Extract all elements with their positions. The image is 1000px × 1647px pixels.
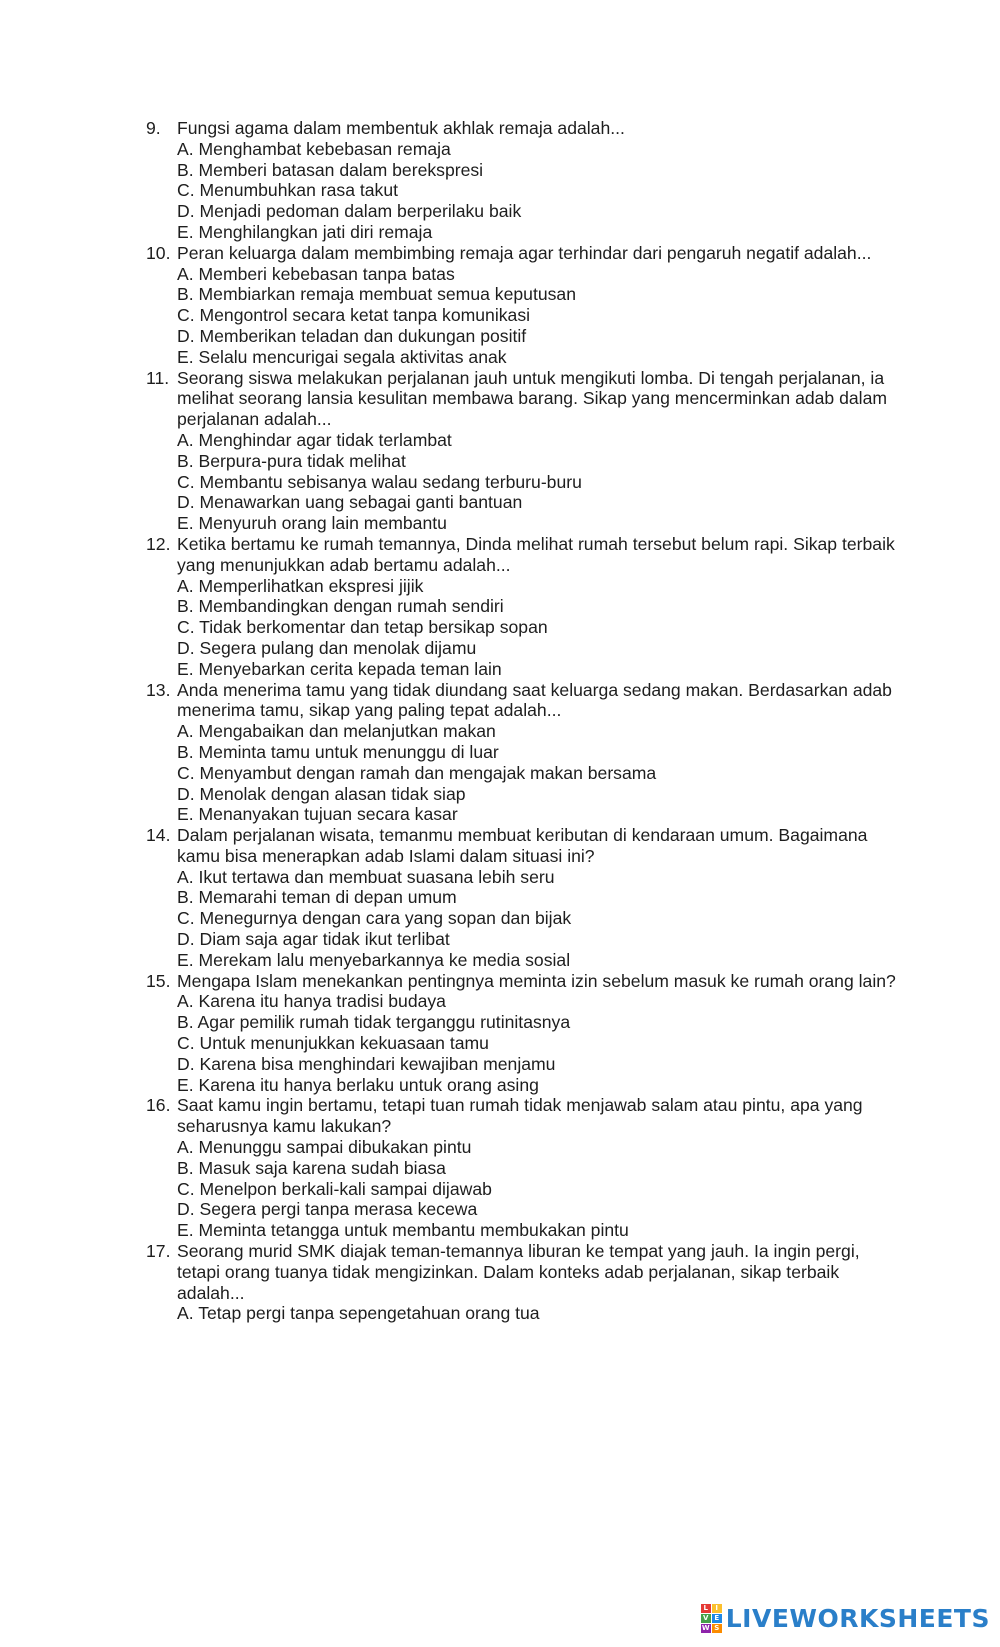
- answer-option: D. Menjadi pedoman dalam berperilaku baik: [177, 201, 522, 222]
- answer-option: B. Berpura-pura tidak melihat: [177, 450, 406, 471]
- question-12: [146, 534, 896, 680]
- question-text: Fungsi agama dalam membentuk akhlak remaja adalah...: [177, 118, 625, 138]
- question-stem: [146, 534, 896, 576]
- answer-option: E. Meminta tetangga untuk membantu membukakan pintu: [177, 1220, 629, 1241]
- question-text: Anda menerima tamu yang tidak diundang saat keluarga sedang makan. Berdasarkan adab menerima tamu, sikap yang paling tepat adalah...: [177, 679, 892, 721]
- logo-text: LIVEWORKSHEETS: [725, 1604, 990, 1633]
- logo-cube: I: [712, 1604, 722, 1613]
- question-stem: [146, 680, 896, 722]
- question-stem: [146, 118, 896, 139]
- answer-option: E. Karena itu hanya berlaku untuk orang asing: [177, 1074, 539, 1095]
- answer-option: A. Mengabaikan dan melanjutkan makan: [177, 721, 496, 742]
- answer-option: B. Meminta tamu untuk menunggu di luar: [177, 741, 499, 762]
- answer-option: A. Tetap pergi tanpa sepengetahuan orang tua: [177, 1303, 540, 1324]
- question-number: 9.: [146, 118, 161, 138]
- question-stem: [146, 825, 896, 867]
- question-17: [146, 1241, 896, 1324]
- answer-option: C. Tidak berkomentar dan tetap bersikap sopan: [177, 617, 548, 638]
- question-stem: [146, 1095, 896, 1137]
- answer-option: D. Menolak dengan alasan tidak siap: [177, 783, 466, 804]
- answer-option: D. Segera pulang dan menolak dijamu: [177, 637, 477, 658]
- worksheet-questions: [146, 118, 896, 1324]
- answer-option: B. Memarahi teman di depan umum: [177, 887, 457, 908]
- question-stem: [146, 1241, 896, 1303]
- answer-option: E. Menyuruh orang lain membantu: [177, 513, 447, 534]
- answer-option: C. Menyambut dengan ramah dan mengajak makan bersama: [177, 762, 657, 783]
- question-text: Seorang murid SMK diajak teman-temannya liburan ke tempat yang jauh. Ia ingin pergi, tetapi orang tuanya tidak mengizinkan. Dalam konteks adab perjalanan, sikap terbaik adalah...: [177, 1241, 860, 1303]
- answer-option: A. Menghindar agar tidak terlambat: [177, 429, 452, 450]
- question-14: [146, 825, 896, 971]
- answer-option: E. Selalu mencurigai segala aktivitas anak: [177, 346, 507, 367]
- answer-option: C. Menegurnya dengan cara yang sopan dan bijak: [177, 908, 572, 929]
- answer-option: A. Memperlihatkan ekspresi jijik: [177, 575, 424, 596]
- answer-option: A. Menghambat kebebasan remaja: [177, 138, 451, 159]
- question-number: 11.: [146, 367, 170, 388]
- question-number: 17.: [146, 1241, 171, 1262]
- question-text: Dalam perjalanan wisata, temanmu membuat keributan di kendaraan umum. Bagaimana kamu bisa menerapkan adab Islami dalam situasi ini?: [177, 825, 868, 866]
- question-number: 13.: [146, 679, 171, 700]
- question-16: [146, 1095, 896, 1241]
- answer-option: E. Menanyakan tujuan secara kasar: [177, 804, 458, 825]
- question-15: [146, 971, 896, 1096]
- answer-option: B. Memberi batasan dalam berekspresi: [177, 159, 484, 180]
- answer-option: B. Membandingkan dengan rumah sendiri: [177, 596, 504, 617]
- answer-option: B. Agar pemilik rumah tidak terganggu rutinitasnya: [177, 1012, 571, 1033]
- answer-option: C. Menelpon berkali-kali sampai dijawab: [177, 1178, 492, 1199]
- logo-cube: L: [701, 1604, 711, 1613]
- question-9: [146, 118, 896, 243]
- question-text: Saat kamu ingin bertamu, tetapi tuan rumah tidak menjawab salam atau pintu, apa yang seharusnya kamu lakukan?: [177, 1095, 863, 1137]
- answer-option: A. Menunggu sampai dibukakan pintu: [177, 1137, 472, 1158]
- question-11: [146, 368, 896, 534]
- answer-option: D. Karena bisa menghindari kewajiban menjamu: [177, 1053, 556, 1074]
- answer-option: E. Menghilangkan jati diri remaja: [177, 221, 433, 242]
- question-number: 15.: [146, 970, 171, 991]
- answer-option: A. Memberi kebebasan tanpa batas: [177, 263, 455, 284]
- answer-option: D. Segera pergi tanpa merasa kecewa: [177, 1199, 478, 1220]
- logo-cube: W: [701, 1624, 710, 1632]
- logo-cubes-icon: [701, 1604, 722, 1633]
- liveworksheets-logo: [701, 1604, 990, 1633]
- question-stem: [146, 971, 896, 992]
- answer-option: A. Ikut tertawa dan membuat suasana lebih seru: [177, 866, 555, 887]
- question-13: [146, 680, 896, 826]
- question-stem: [146, 243, 896, 264]
- answer-option: E. Merekam lalu menyebarkannya ke media sosial: [177, 949, 571, 970]
- question-text: Seorang siswa melakukan perjalanan jauh untuk mengikuti lomba. Di tengah perjalanan, ia melihat seorang lansia kesulitan membawa barang. Sikap yang mencerminkan adab dalam perjalanan adalah...: [177, 367, 888, 430]
- question-number: 16.: [146, 1095, 171, 1116]
- question-text: Mengapa Islam menekankan pentingnya meminta izin sebelum masuk ke rumah orang lain?: [177, 970, 896, 991]
- answer-option: D. Diam saja agar tidak ikut terlibat: [177, 929, 450, 950]
- answer-option: C. Untuk menunjukkan kekuasaan tamu: [177, 1033, 489, 1054]
- question-number: 12.: [146, 533, 171, 554]
- answer-option: C. Membantu sebisanya walau sedang terburu-buru: [177, 471, 582, 492]
- question-stem: [146, 368, 896, 430]
- answer-option: C. Menumbuhkan rasa takut: [177, 180, 399, 201]
- logo-cube: E: [712, 1614, 722, 1623]
- logo-cube: S: [712, 1624, 722, 1633]
- answer-option: A. Karena itu hanya tradisi budaya: [177, 991, 446, 1012]
- answer-option: D. Menawarkan uang sebagai ganti bantuan: [177, 492, 523, 513]
- question-number: 10.: [146, 242, 171, 263]
- answer-option: D. Memberikan teladan dan dukungan positif: [177, 325, 527, 346]
- answer-option: E. Menyebarkan cerita kepada teman lain: [177, 658, 502, 679]
- question-text: Peran keluarga dalam membimbing remaja agar terhindar dari pengaruh negatif adalah...: [177, 242, 872, 263]
- answer-option: B. Masuk saja karena sudah biasa: [177, 1157, 446, 1178]
- answer-option: C. Mengontrol secara ketat tanpa komunikasi: [177, 305, 531, 326]
- logo-cube: V: [701, 1614, 711, 1623]
- question-text: Ketika bertamu ke rumah temannya, Dinda melihat rumah tersebut belum rapi. Sikap terbaik yang menunjukkan adab bertamu adalah...: [177, 533, 895, 575]
- question-number: 14.: [146, 825, 171, 846]
- question-10: [146, 243, 896, 368]
- answer-option: B. Membiarkan remaja membuat semua keputusan: [177, 284, 576, 305]
